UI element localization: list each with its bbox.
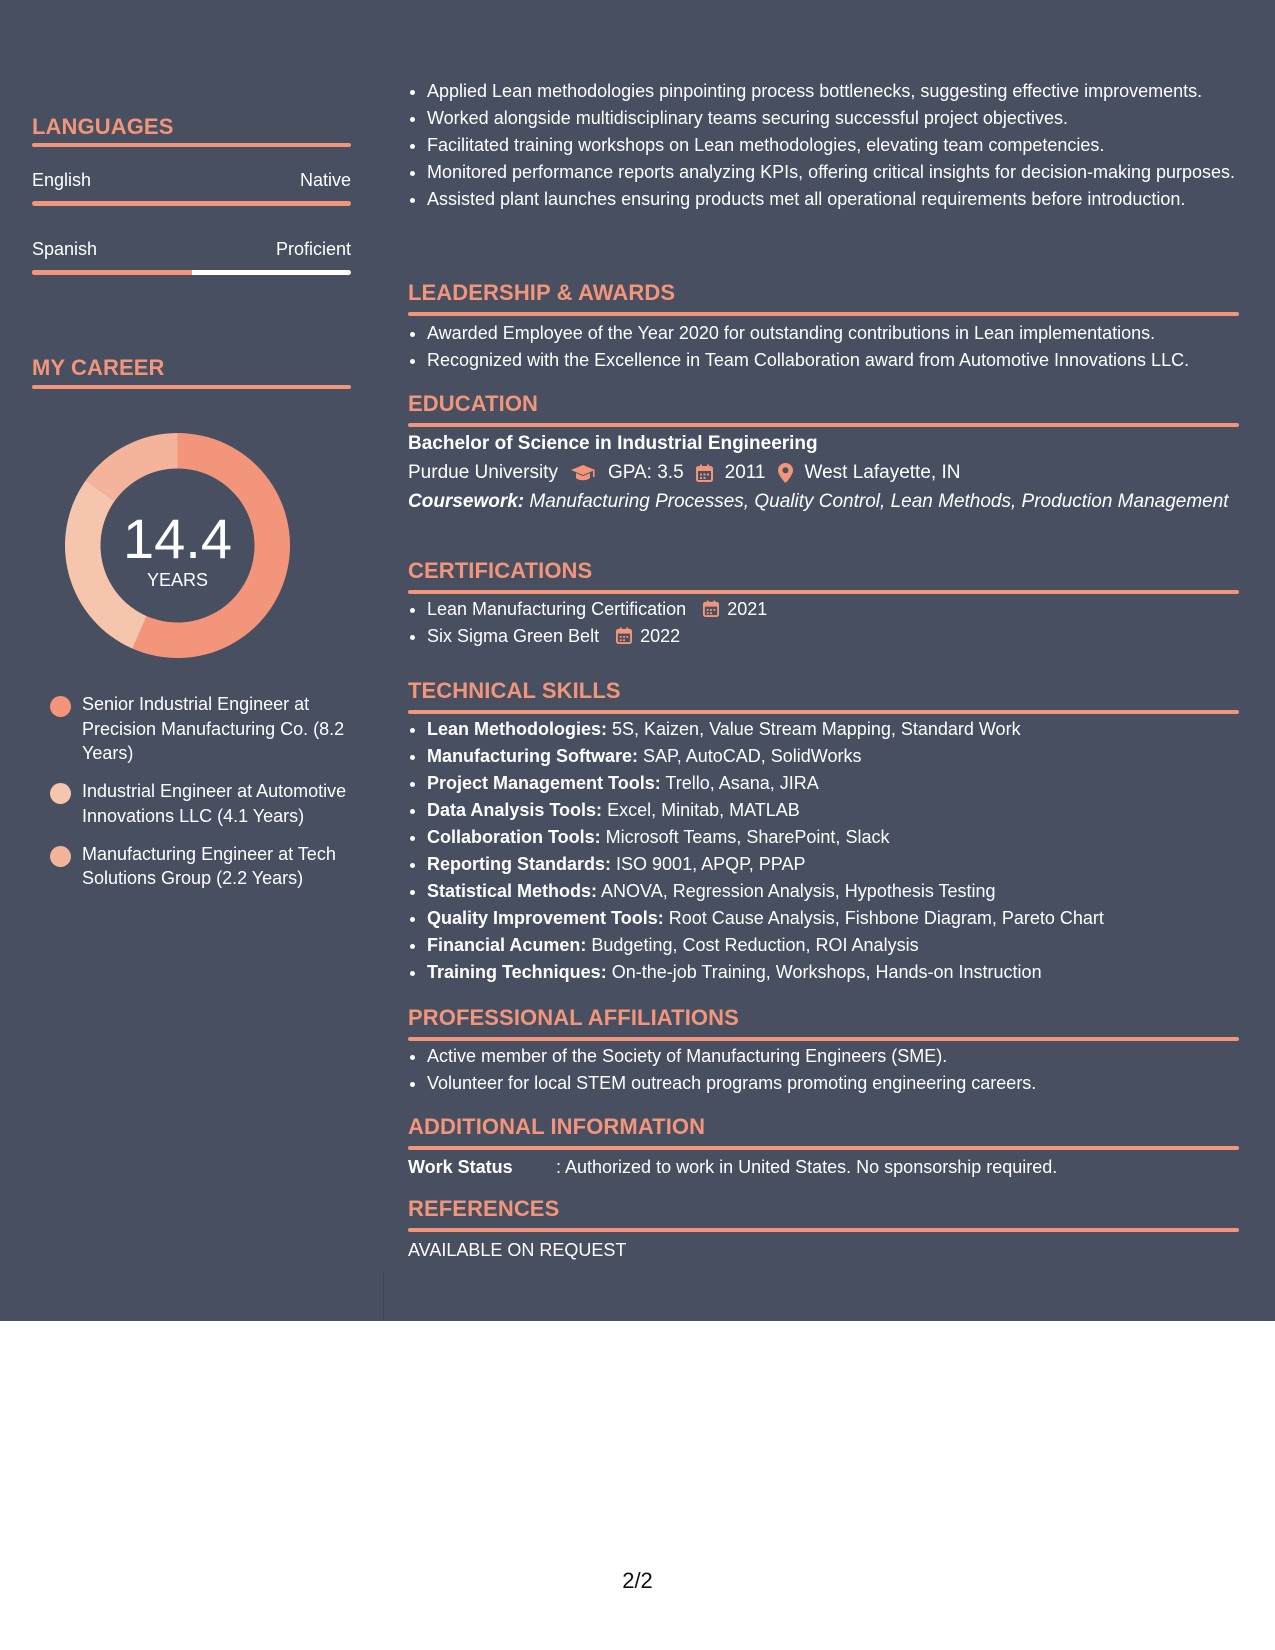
skills-header [408,678,1239,714]
certification-year: 2022 [640,626,681,646]
education-gpa: GPA: 3.5 [607,462,684,483]
education-meta [408,460,1239,486]
graduation-cap-icon [570,464,596,482]
skill-value: Budgeting, Cost Reduction, ROI Analysis [591,935,919,955]
education-title: EDUCATION [408,391,539,416]
career-item-text: Industrial Engineer at Automotive Innovations LLC (4.1 Years) [82,781,347,826]
experience-bullet: • Applied Lean methodologies pinpointing process bottlenecks, suggesting effective improvements. [427,79,1239,104]
leadership-item: • Recognized with the Excellence in Team Collaboration award from Automotive Innovations LLC. [427,348,1239,373]
certifications-header [408,558,1239,594]
section-rule [408,423,1239,427]
skill-label: Training Techniques: [427,962,607,982]
language-bar [32,201,351,206]
language-level: Native [299,170,351,190]
languages-rule [32,143,351,147]
skill-label: Statistical Methods: [427,881,598,901]
education-degree: Bachelor of Science in Industrial Engineering [408,433,818,454]
section-rule [408,1146,1239,1150]
career-title: MY CAREER [32,355,165,380]
skill-value: On-the-job Training, Workshops, Hands-on Instruction [611,962,1042,982]
section-rule [408,710,1239,714]
skill-item [427,825,1239,850]
skill-label: Financial Acumen: [427,935,587,955]
section-rule [408,1037,1239,1041]
skill-value: Root Cause Analysis, Fishbone Diagram, Pareto Chart [668,908,1104,928]
certification-name: Six Sigma Green Belt [427,626,600,646]
skill-label: Project Management Tools: [427,773,661,793]
calendar-icon [616,627,632,644]
references-header [408,1196,1239,1232]
skill-item [427,771,1239,796]
skill-label: Data Analysis Tools: [427,800,603,820]
work-status-value: : Authorized to work in United States. No sponsorship required. [556,1157,1058,1177]
skill-item [427,744,1239,769]
section-rule [408,1228,1239,1232]
certification-name: Lean Manufacturing Certification [427,599,687,619]
work-status-label: Work Status [408,1157,513,1177]
skill-item [427,798,1239,823]
career-item [50,779,350,828]
education-year: 2011 [724,462,766,483]
education-header [408,391,1239,427]
affiliations-list [408,1044,1239,1098]
career-rule [32,385,351,389]
skill-label: Collaboration Tools: [427,827,601,847]
career-item-text: Manufacturing Engineer at Tech Solutions Group (2.2 Years) [82,843,336,888]
skills-list [408,717,1239,987]
career-item-text: Senior Industrial Engineer at Precision Manufacturing Co. (8.2 Years) [82,694,345,763]
career-dot-icon [50,696,71,717]
skill-item [427,852,1239,877]
leadership-title: LEADERSHIP & AWARDS [408,280,676,305]
career-dot-icon [50,846,71,867]
education-block [408,431,1239,515]
references-text: AVAILABLE ON REQUEST [408,1240,627,1260]
experience-bullet: • Monitored performance reports analyzing KPIs, offering critical insights for decision-making purposes. [427,160,1239,185]
language-name: English [32,170,92,190]
leadership-item: • Awarded Employee of the Year 2020 for outstanding contributions in Lean implementations. [427,321,1239,346]
career-donut-chart [65,433,290,658]
skill-value: ANOVA, Regression Analysis, Hypothesis Testing [601,881,996,901]
affiliations-header [408,1005,1239,1041]
skill-label: Quality Improvement Tools: [427,908,664,928]
skill-item [427,906,1239,931]
affiliation-item: • Volunteer for local STEM outreach programs promoting engineering careers. [427,1071,1239,1096]
column-divider [383,1272,384,1321]
additional-row [408,1155,1239,1179]
skill-value: Excel, Minitab, MATLAB [607,800,800,820]
skill-label: Lean Methodologies: [427,719,607,739]
skill-value: SAP, AutoCAD, SolidWorks [643,746,862,766]
education-school: Purdue University [408,462,558,483]
skill-item [427,717,1239,742]
experience-bullet: • Facilitated training workshops on Lean methodologies, elevating team competencies. [427,133,1239,158]
skill-item [427,933,1239,958]
language-bar [32,270,351,275]
certification-item [427,624,1239,649]
skill-value: Microsoft Teams, SharePoint, Slack [605,827,890,847]
career-dot-icon [50,783,71,804]
career-total-years: 14.4 [123,507,232,570]
language-level: Proficient [275,239,351,259]
education-coursework [408,489,1239,515]
location-pin-icon [778,463,793,483]
experience-bullets [408,79,1239,214]
language-bar-fill [32,201,351,206]
career-list [50,692,350,904]
education-location: West Lafayette, IN [804,462,961,483]
affiliations-title: PROFESSIONAL AFFILIATIONS [408,1005,739,1030]
leadership-header [408,280,1239,316]
languages-title: LANGUAGES [32,114,174,139]
career-item [50,692,350,766]
certification-year: 2021 [727,599,768,619]
career-item [50,842,350,891]
additional-block [408,1155,1239,1179]
certification-item [427,597,1239,622]
section-rule [408,312,1239,316]
certifications-title: CERTIFICATIONS [408,558,593,583]
skill-label: Reporting Standards: [427,854,612,874]
page-number: 2/2 [622,1568,653,1593]
skill-label: Manufacturing Software: [427,746,639,766]
career-years-label: YEARS [146,570,209,590]
skill-item [427,879,1239,904]
skill-value: 5S, Kaizen, Value Stream Mapping, Standard Work [612,719,1021,739]
section-rule [408,590,1239,594]
additional-header [408,1114,1239,1150]
calendar-icon [696,464,713,482]
skill-value: ISO 9001, APQP, PPAP [616,854,806,874]
language-bar-fill [32,270,192,275]
coursework-value: Manufacturing Processes, Quality Control, Lean Methods, Production Management [529,491,1229,512]
references-title: REFERENCES [408,1196,560,1221]
coursework-label: Coursework: [408,491,525,512]
leadership-list [408,321,1239,375]
language-name: Spanish [32,239,98,259]
calendar-icon [703,600,719,617]
certifications-list [408,597,1239,651]
experience-bullet: • Worked alongside multidisciplinary teams securing successful project objectives. [427,106,1239,131]
experience-bullet: • Assisted plant launches ensuring products met all operational requirements before introduction. [427,187,1239,212]
skill-item [427,960,1239,985]
skills-title: TECHNICAL SKILLS [408,678,621,703]
affiliation-item: • Active member of the Society of Manufacturing Engineers (SME). [427,1044,1239,1069]
skill-value: Trello, Asana, JIRA [665,773,819,793]
additional-title: ADDITIONAL INFORMATION [408,1114,706,1139]
